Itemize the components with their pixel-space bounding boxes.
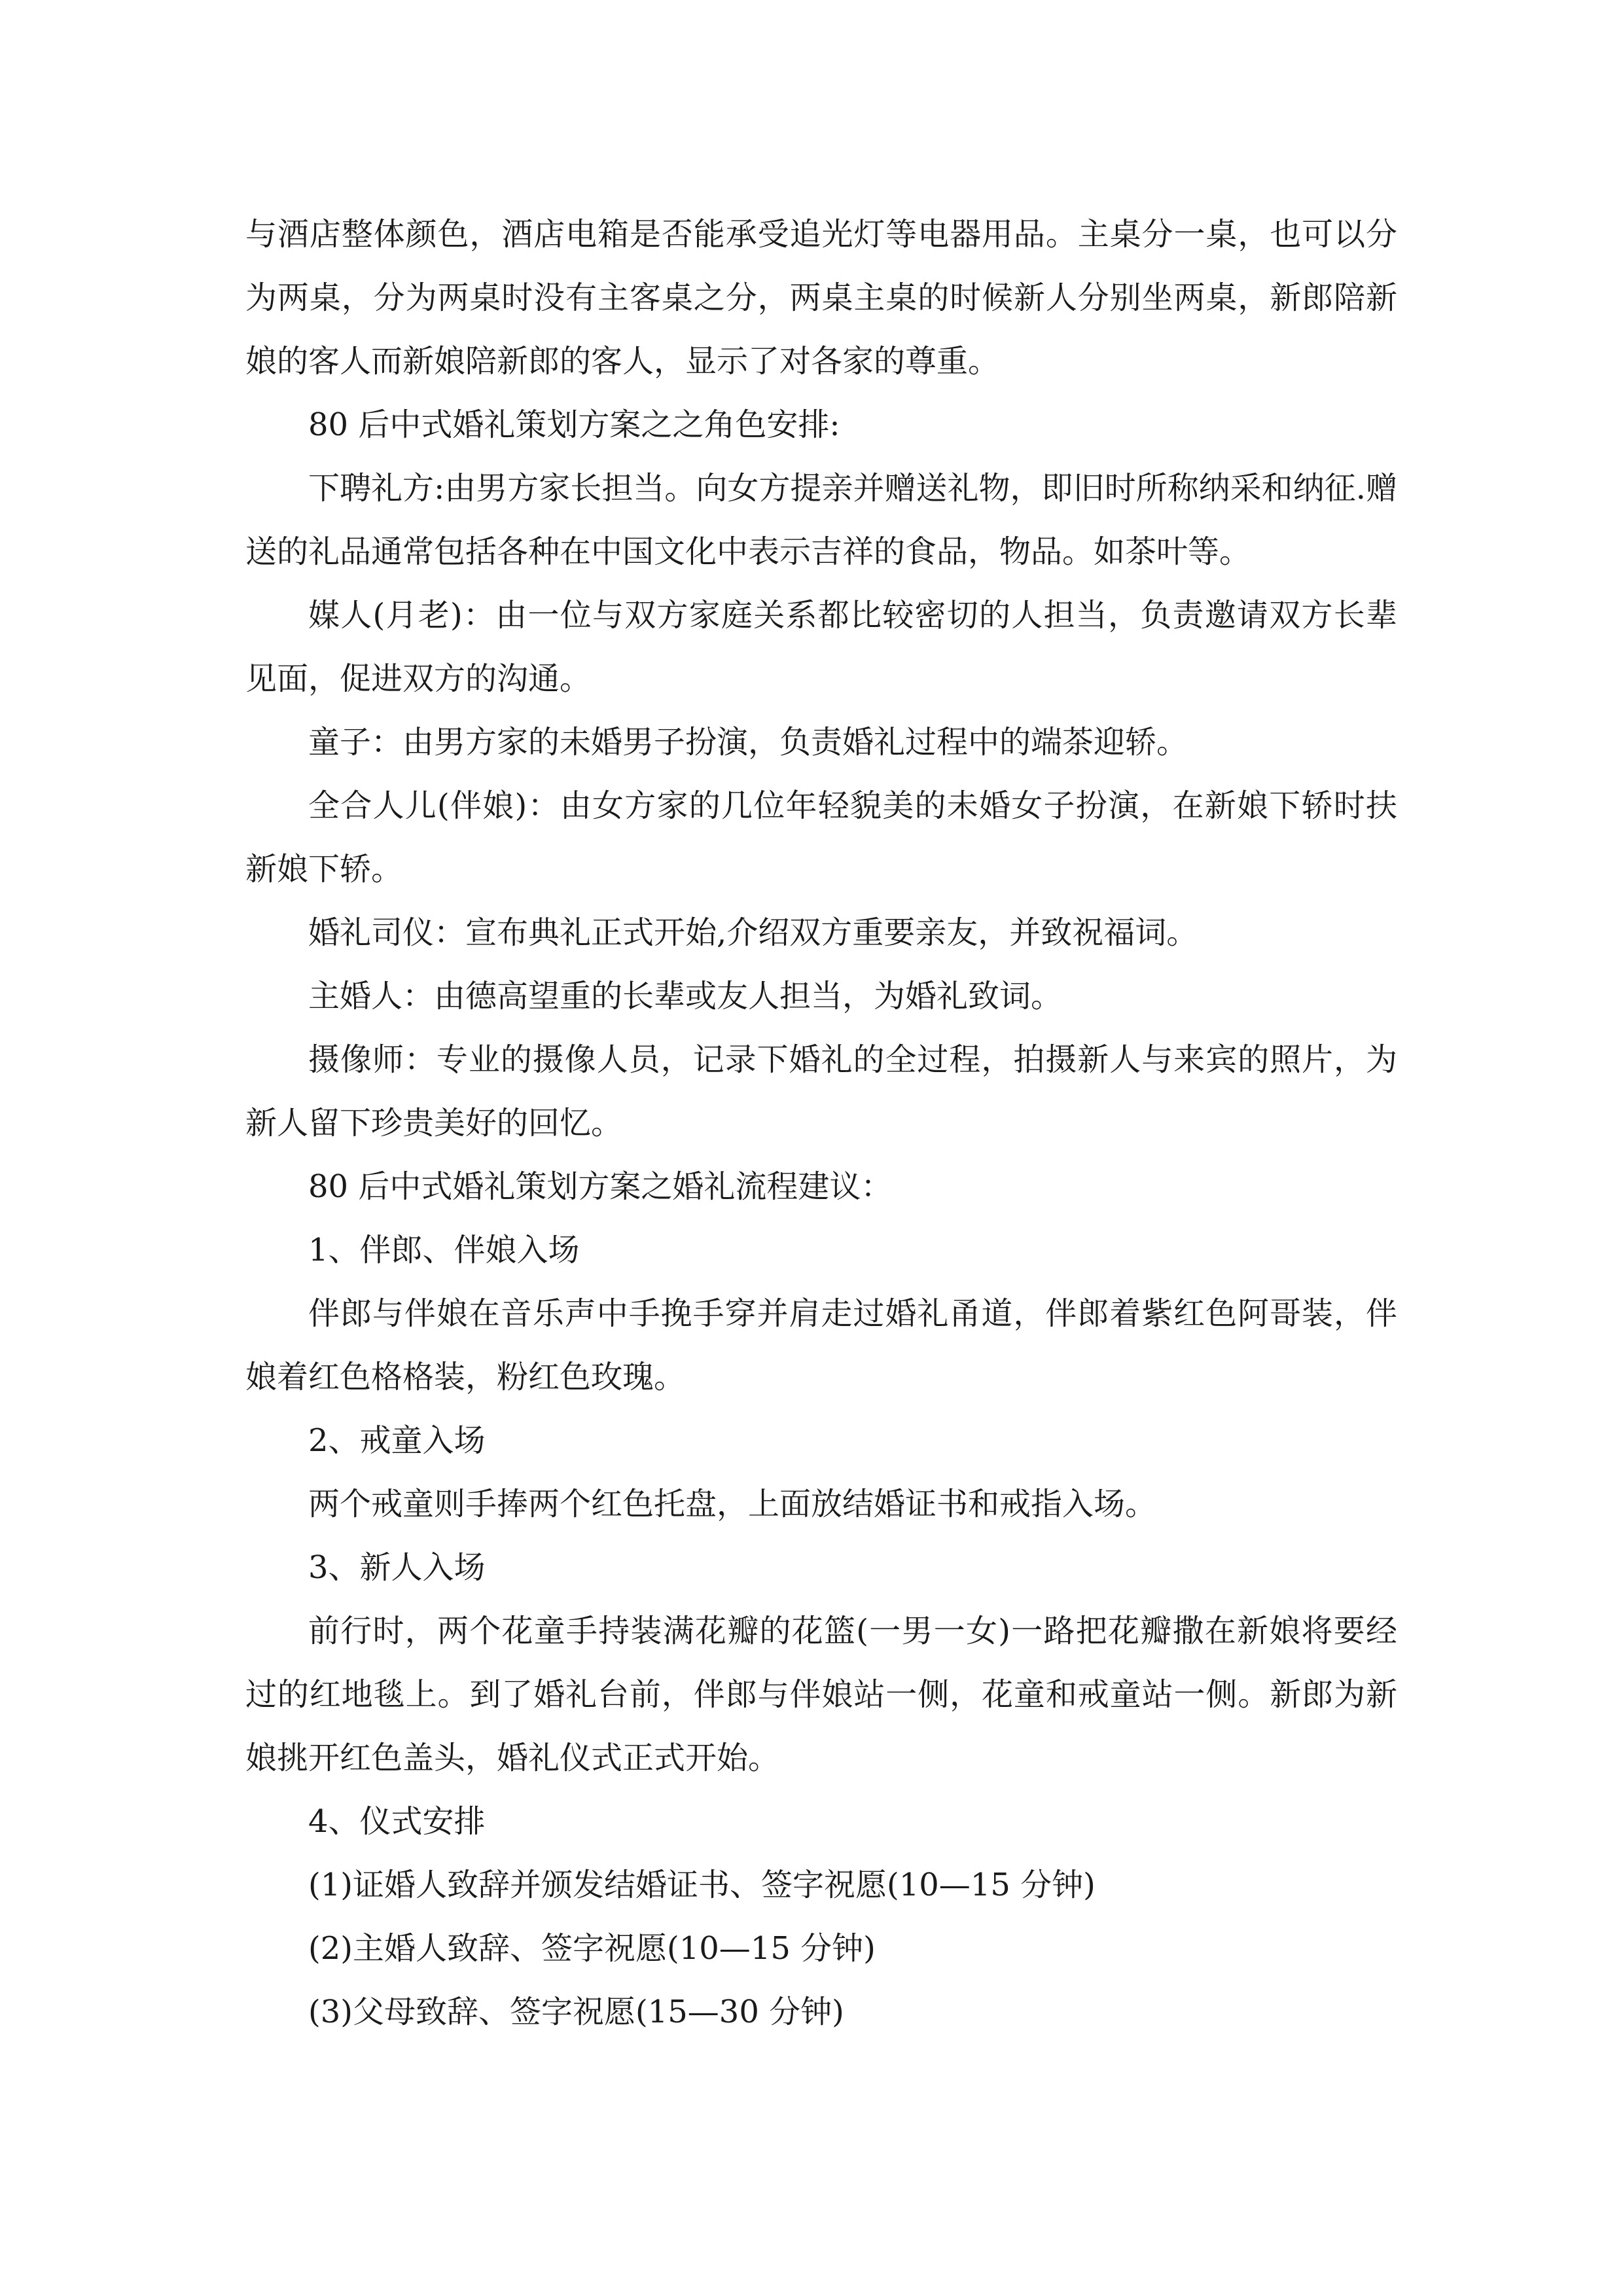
paragraph: 童子：由男方家的未婚男子扮演，负责婚礼过程中的端茶迎轿。 [308, 724, 1188, 761]
section-heading-process: 80 后中式婚礼策划方案之婚礼流程建议： [308, 1168, 893, 1205]
list-item-heading: 3、新人入场 [308, 1549, 486, 1586]
paragraph: 前行时，两个花童手持装满花瓣的花篮(一男一女)一路把花瓣撒在新娘将要经过的红地毯上。到了婚礼台前，伴郎与伴娘站一侧，花童和戒童站一侧。新郎为新娘挑开红色盖头，婚礼仪式正式开始。 [245, 1613, 1397, 1776]
paragraph: 两个戒童则手捧两个红色托盘，上面放结婚证书和戒指入场。 [308, 1486, 1157, 1522]
list-item: (1)证婚人致辞并颁发结婚证书、签字祝愿(10—15 分钟) [308, 1867, 1096, 1903]
paragraph: 婚礼司仪：宣布典礼正式开始,介绍双方重要亲友，并致祝福词。 [308, 914, 1198, 951]
list-item-heading: 4、仪式安排 [308, 1803, 486, 1840]
paragraph: 媒人(月老)：由一位与双方家庭关系都比较密切的人担当，负责邀请双方长辈见面，促进双方的沟通。 [245, 597, 1397, 697]
paragraph: 下聘礼方:由男方家长担当。向女方提亲并赠送礼物，即旧时所称纳采和纳征.赠送的礼品通常包括各种在中国文化中表示吉祥的食品，物品。如茶叶等。 [245, 470, 1397, 570]
list-item: (2)主婚人致辞、签字祝愿(10—15 分钟) [308, 1930, 876, 1967]
list-item-heading: 1、伴郎、伴娘入场 [308, 1232, 580, 1268]
list-item-heading: 2、戒童入场 [308, 1422, 486, 1459]
paragraph: 与酒店整体颜色，酒店电箱是否能承受追光灯等电器用品。主桌分一桌，也可以分为两桌，分为两桌时没有主客桌之分，两桌主桌的时候新人分别坐两桌，新郎陪新娘的客人而新娘陪新郎的客人，显示了对各家的尊重。 [245, 216, 1397, 380]
paragraph: 伴郎与伴娘在音乐声中手挽手穿并肩走过婚礼甬道，伴郎着紫红色阿哥装，伴娘着红色格格装，粉红色玫瑰。 [245, 1295, 1397, 1395]
section-heading-roles: 80 后中式婚礼策划方案之之角色安排: [308, 406, 840, 443]
paragraph: 摄像师：专业的摄像人员，记录下婚礼的全过程，拍摄新人与来宾的照片，为新人留下珍贵美好的回忆。 [245, 1041, 1397, 1141]
paragraph: 主婚人：由德高望重的长辈或友人担当，为婚礼致词。 [308, 978, 1063, 1014]
paragraph: 全合人儿(伴娘)：由女方家的几位年轻貌美的未婚女子扮演，在新娘下轿时扶新娘下轿。 [245, 787, 1397, 888]
document-body [245, 203, 1397, 2044]
list-item: (3)父母致辞、签字祝愿(15—30 分钟) [308, 1994, 844, 2030]
